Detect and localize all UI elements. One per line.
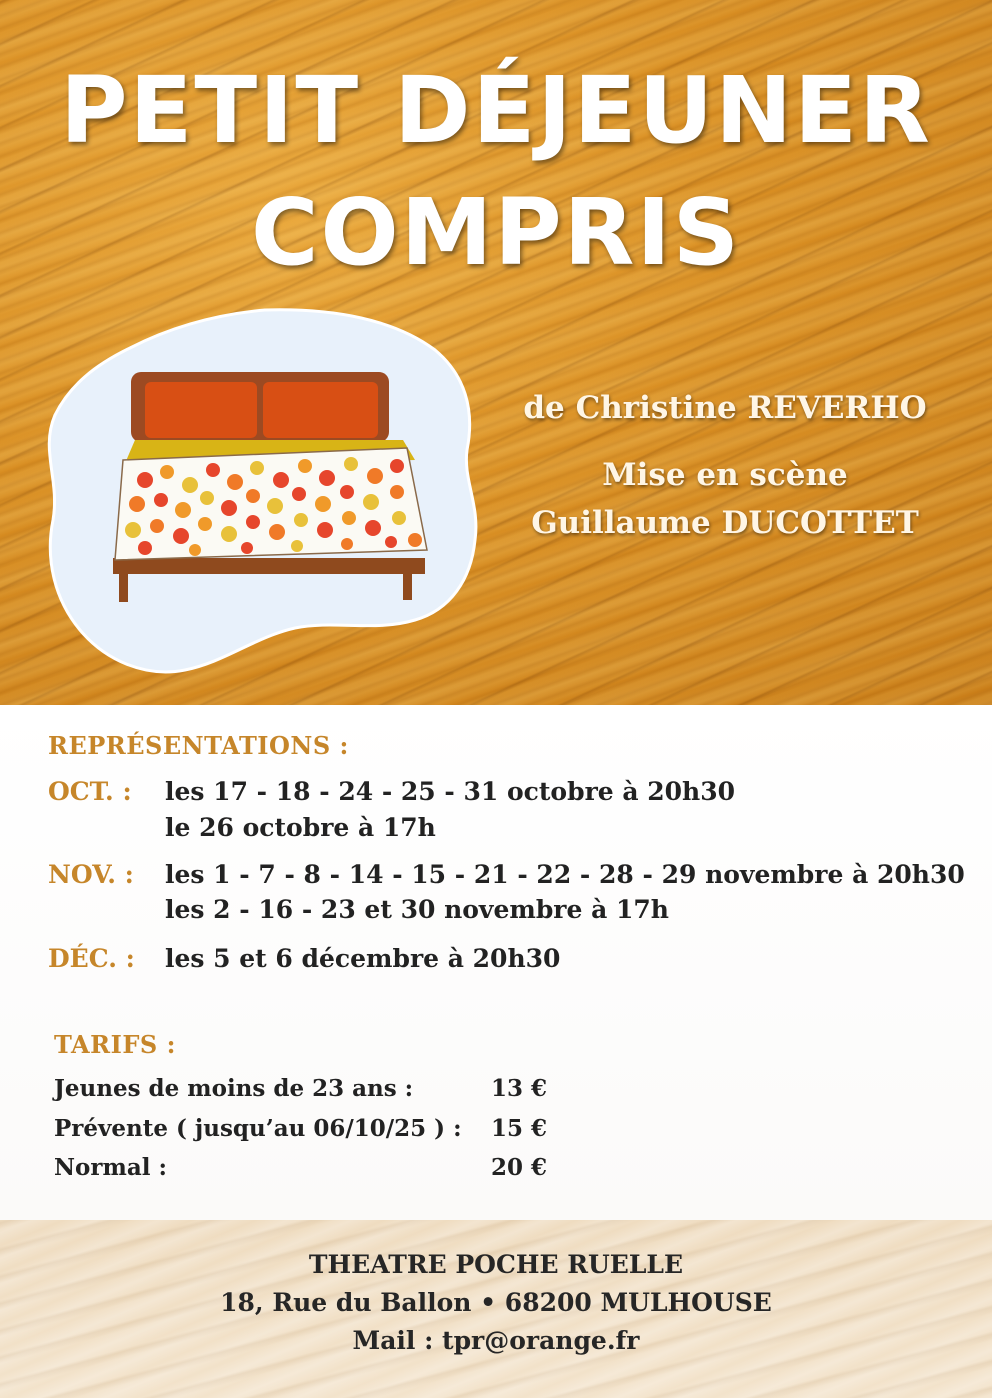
footer — [0, 1220, 992, 1398]
tarif-price: 15 € — [491, 1115, 548, 1142]
author-credit: de Christine REVERHO — [523, 390, 927, 426]
date-line: les 1 - 7 - 8 - 14 - 15 - 21 - 22 - 28 - 29 novembre à 20h30 — [165, 860, 965, 889]
month-label-dec: DÉC. : — [48, 944, 135, 973]
month-label-oct: OCT. : — [48, 777, 132, 806]
staging-label: Mise en scène — [602, 457, 848, 493]
tarifs-heading: TARIFS : — [54, 1030, 176, 1059]
tarif-label: Prévente ( jusqu’au 06/10/25 ) : — [54, 1115, 462, 1142]
date-line: les 2 - 16 - 23 et 30 novembre à 17h — [165, 895, 669, 924]
representations-heading: REPRÉSENTATIONS : — [48, 731, 349, 760]
title-line-2: COMPRIS — [250, 179, 742, 286]
info-section — [0, 705, 992, 1220]
tarif-price: 20 € — [491, 1154, 548, 1181]
director-name: Guillaume DUCOTTET — [531, 505, 919, 541]
tarif-label: Jeunes de moins de 23 ans : — [54, 1075, 414, 1102]
bed-illustration-icon — [35, 290, 505, 680]
venue-mail: Mail : tpr@orange.fr — [352, 1326, 640, 1355]
month-label-nov: NOV. : — [48, 860, 134, 889]
title-line-1: PETIT DÉJEUNER — [60, 57, 932, 164]
date-line: les 17 - 18 - 24 - 25 - 31 octobre à 20h30 — [165, 777, 736, 806]
venue-address: 18, Rue du Ballon • 68200 MULHOUSE — [220, 1288, 772, 1317]
date-line: le 26 octobre à 17h — [165, 813, 436, 842]
venue-name: THEATRE POCHE RUELLE — [308, 1250, 684, 1279]
tarif-price: 13 € — [491, 1075, 548, 1102]
tarif-label: Normal : — [54, 1154, 167, 1181]
date-line: les 5 et 6 décembre à 20h30 — [165, 944, 561, 973]
